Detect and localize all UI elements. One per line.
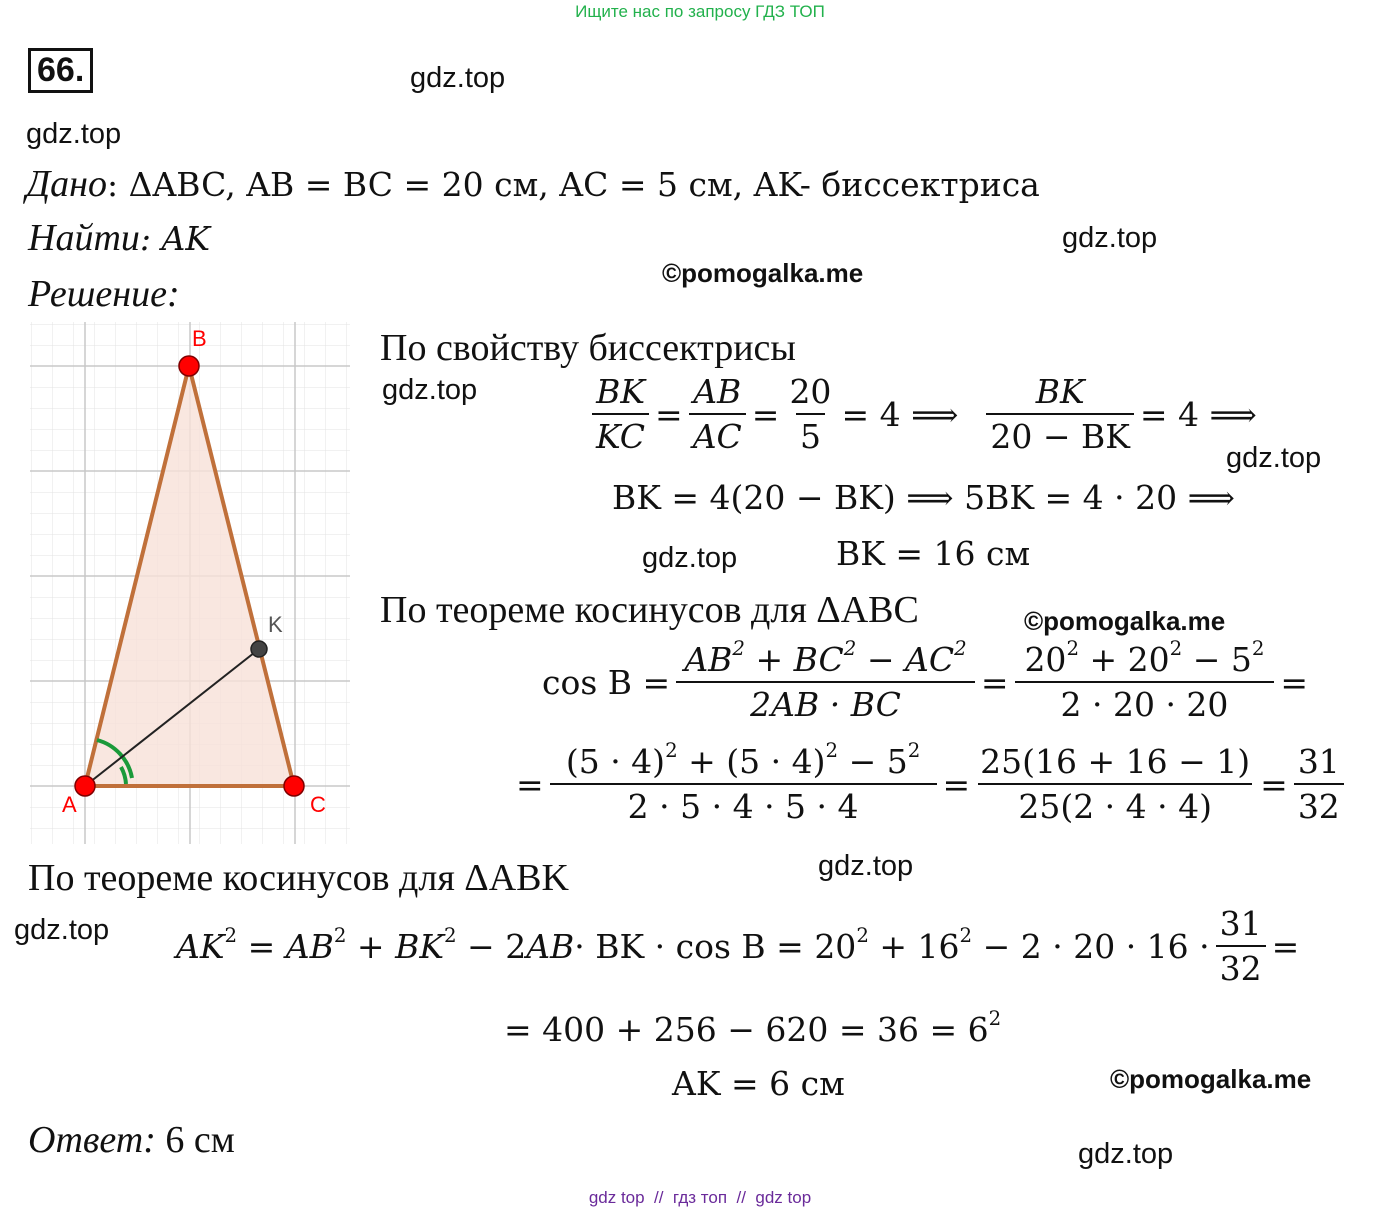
- equation-3: BK = 16 см: [836, 534, 1031, 573]
- answer-label: Ответ:: [28, 1119, 156, 1161]
- footer-links[interactable]: gdz top // гдз топ // gdz top: [588, 1188, 812, 1207]
- watermark: gdz.top: [818, 850, 914, 882]
- fraction-5x4: $\frac{(5 \cdot 4)^2 + (5 \cdot 4)^2 - 5^2}{2 \cdot 5 \cdot 4 \cdot 5 \cdot 4}$: [550, 742, 937, 826]
- numeric-expression: $20^2 + 16^2 - 2 \cdot 20 \cdot 16$ ·: [814, 923, 1210, 966]
- label-b: B: [192, 326, 207, 351]
- point-k: [251, 641, 267, 657]
- equation-7: = $400 + 256 - 620 = 36 = 6^2$: [504, 1007, 1002, 1049]
- cos-theorem-abk-text: По теореме косинусов для ΔABK: [28, 857, 569, 899]
- equals-sign: =: [516, 764, 544, 804]
- triangle-figure: [30, 322, 350, 844]
- answer-value: 6 см: [155, 1119, 235, 1161]
- given-label: Дано: [26, 163, 108, 205]
- equals-sign: =: [1280, 662, 1309, 702]
- equals-sign: =: [1260, 764, 1288, 804]
- numerator-5x4: $(5 \cdot 4)^2 + (5 \cdot 4)^2 - 5^2$: [565, 739, 921, 781]
- watermark: gdz.top: [1062, 222, 1158, 254]
- equals-sign: =: [655, 394, 683, 434]
- header-search-text: Ищите нас по запросу ГДЗ ТОП: [575, 2, 825, 21]
- watermark: gdz.top: [642, 542, 738, 574]
- equals-sign: =: [942, 764, 971, 804]
- eq6-mid: · BK · cos B =: [574, 926, 815, 966]
- fraction-ab-ac: $\frac{AB}{AC}$: [689, 372, 746, 456]
- answer-line: [28, 1118, 235, 1162]
- equation-4: [542, 637, 1309, 724]
- eq1-mid: = 4 ⟹: [841, 394, 959, 434]
- point-b: [179, 356, 199, 376]
- label-k: K: [268, 612, 283, 637]
- fraction-bk-20-bk: $\frac{BK}{20 - BK}$: [986, 372, 1134, 456]
- brand-mark: ©pomogalka.me: [1024, 606, 1226, 636]
- equals-sign: =: [980, 662, 1009, 702]
- label-c: C: [310, 792, 326, 817]
- brand-mark: ©pomogalka.me: [662, 258, 864, 288]
- find-line: [28, 216, 210, 260]
- find-label: Найти: [28, 217, 140, 259]
- ak-squared-expression: $AK^2 = AB^2 + BK^2 - 2AB$: [176, 923, 575, 966]
- numerator-numeric: $20^2 + 20^2 - 5^2$: [1024, 637, 1265, 679]
- equals-sign: =: [1271, 926, 1300, 966]
- watermark: gdz.top: [410, 62, 506, 94]
- bisector-property-text: По свойству биссектрисы: [380, 327, 796, 369]
- fraction-20-5: $\frac{20}{5}$: [789, 372, 832, 456]
- given-line: [26, 162, 1040, 206]
- equation-2: BK = 4(20 − BK) ⟹ 5BK = 4 · 20 ⟹: [612, 478, 1235, 517]
- watermark: gdz.top: [1078, 1138, 1174, 1170]
- numerator-symbolic: $AB^2 + BC^2 - AC^2$: [684, 637, 967, 679]
- given-text: : ΔABC, AB = BC = 20 см, AC = 5 см, AK- биссектриса: [107, 165, 1040, 204]
- label-a: A: [62, 792, 77, 817]
- equation-6: [176, 904, 1299, 988]
- fraction-cos-b-symbolic: $\frac{AB^2 + BC^2 - AC^2}{2AB \cdot BC}$: [676, 640, 975, 724]
- equals-sign: =: [751, 394, 780, 434]
- point-c: [284, 776, 304, 796]
- fraction-25: $\frac{25(16 + 16 - 1)}{25(2 \cdot 4 \cdot 4)}$: [980, 742, 1251, 826]
- fraction-bk-kc: $\frac{BK}{KC}$: [592, 372, 649, 456]
- fraction-cos-b-numeric: $\frac{20^2 + 20^2 - 5^2}{2 \cdot 20 \cdot 20}$: [1015, 640, 1275, 724]
- watermark: gdz.top: [14, 914, 110, 946]
- solution-label: Решение:: [28, 273, 180, 315]
- watermark: gdz.top: [1226, 442, 1322, 474]
- problem-number: 66.: [28, 48, 93, 93]
- fraction-31-32: $\frac{31}{32}$: [1294, 742, 1344, 826]
- cos-b-lhs: cos B =: [542, 662, 671, 702]
- fraction-31-32-b: $\frac{31}{32}$: [1216, 904, 1266, 988]
- watermark: gdz.top: [26, 118, 122, 150]
- eq1-end: = 4 ⟹: [1139, 394, 1257, 434]
- brand-mark: ©pomogalka.me: [1110, 1064, 1312, 1094]
- equation-5: [516, 739, 1350, 826]
- equation-8: AK = 6 см: [672, 1064, 845, 1103]
- equation-1: [586, 372, 1257, 456]
- cos-theorem-abc-text: По теореме косинусов для ΔABC: [380, 589, 919, 631]
- find-text: : AK: [139, 219, 210, 258]
- point-a: [75, 776, 95, 796]
- watermark: gdz.top: [382, 374, 478, 406]
